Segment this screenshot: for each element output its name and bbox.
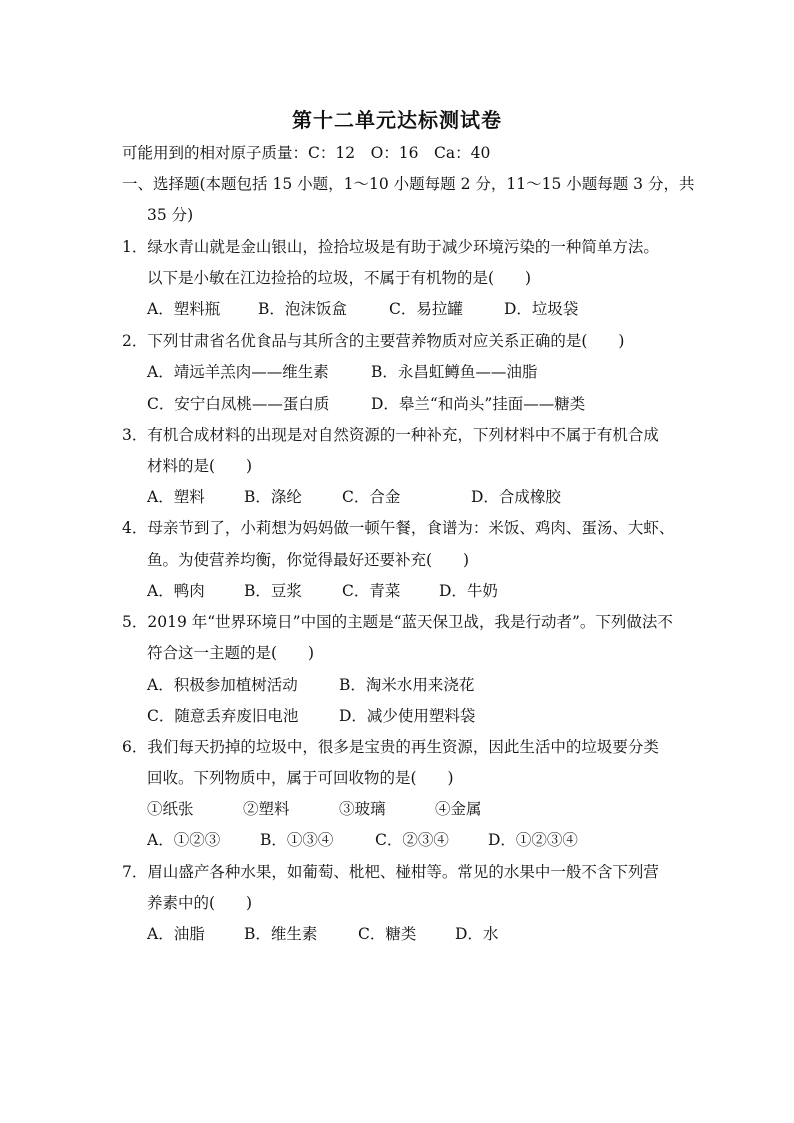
question-5: 5．2019 年“世界环境日”中国的主题是“蓝天保卫战，我是行动者”。下列做法不 (122, 613, 673, 631)
option-b: B．豆浆 (244, 582, 302, 600)
question-5-cont: 符合这一主题的是( ) (147, 644, 315, 662)
option-b: B．永昌虹鳟鱼——油脂 (371, 363, 538, 381)
option-a: A．塑料瓶 (147, 300, 221, 318)
option-d: D．①②③④ (488, 831, 578, 849)
option-a: A．①②③ (147, 831, 221, 849)
option-c: C．②③④ (375, 831, 449, 849)
option-b: B．涤纶 (244, 488, 302, 506)
item-1: ①纸张 (147, 800, 194, 818)
option-d: D．牛奶 (439, 582, 498, 600)
option-c: C．糖类 (358, 925, 417, 943)
option-c: C．安宁白凤桃——蛋白质 (147, 395, 330, 413)
option-a: A．鸭肉 (147, 582, 205, 600)
question-2: 2．下列甘肃省名优食品与其所含的主要营养物质对应关系正确的是( ) (122, 332, 625, 350)
atomic-masses-note: 可能用到的相对原子质量：C：12 O：16 Ca：40 (122, 144, 491, 162)
section-heading: 一、选择题(本题包括 15 小题，1～10 小题每题 2 分，11～15 小题每题 3 分，共 (122, 175, 695, 193)
option-d: D．垃圾袋 (504, 300, 579, 318)
option-d: D．水 (455, 925, 499, 943)
question-3: 3．有机合成材料的出现是对自然资源的一种补充，下列材料中不属于有机合成 (122, 426, 659, 444)
question-6-cont: 回收。下列物质中，属于可回收物的是( ) (147, 769, 454, 787)
option-c: C．青菜 (342, 582, 401, 600)
option-c: C．合金 (342, 488, 401, 506)
option-a: A．靖远羊羔肉——维生素 (147, 363, 329, 381)
item-4: ④金属 (435, 800, 482, 818)
question-7-cont: 养素中的( ) (147, 894, 253, 912)
option-b: B．淘米水用来浇花 (339, 676, 475, 694)
option-a: A．塑料 (147, 488, 205, 506)
question-1-cont: 以下是小敏在江边捡拾的垃圾，不属于有机物的是( ) (147, 269, 532, 287)
question-6: 6．我们每天扔掉的垃圾中，很多是宝贵的再生资源，因此生活中的垃圾要分类 (122, 738, 659, 756)
section-heading-cont: 35 分) (147, 206, 194, 224)
question-1: 1．绿水青山就是金山银山，捡拾垃圾是有助于减少环境污染的一种简单方法。 (122, 238, 659, 256)
option-c: C．随意丢弃废旧电池 (147, 707, 299, 725)
option-d: D．减少使用塑料袋 (339, 707, 476, 725)
page-title: 第十二单元达标测试卷 (292, 108, 502, 132)
question-7: 7．眉山盛产各种水果，如葡萄、枇杷、椪柑等。常见的水果中一般不含下列营 (122, 863, 659, 881)
option-d: D．皋兰“和尚头”挂面——糖类 (371, 395, 586, 413)
question-3-cont: 材料的是( ) (147, 457, 253, 475)
option-b: B．①③④ (260, 831, 334, 849)
option-d: D．合成橡胶 (471, 488, 561, 506)
option-a: A．油脂 (147, 925, 205, 943)
option-a: A．积极参加植树活动 (147, 676, 298, 694)
option-b: B．维生素 (244, 925, 318, 943)
option-b: B．泡沫饭盒 (258, 300, 347, 318)
question-4-cont: 鱼。为使营养均衡，你觉得最好还要补充( ) (147, 551, 470, 569)
option-c: C．易拉罐 (389, 300, 463, 318)
item-2: ②塑料 (243, 800, 290, 818)
item-3: ③玻璃 (339, 800, 386, 818)
question-4: 4．母亲节到了，小莉想为妈妈做一顿午餐，食谱为：米饭、鸡肉、蛋汤、大虾、 (122, 519, 675, 537)
